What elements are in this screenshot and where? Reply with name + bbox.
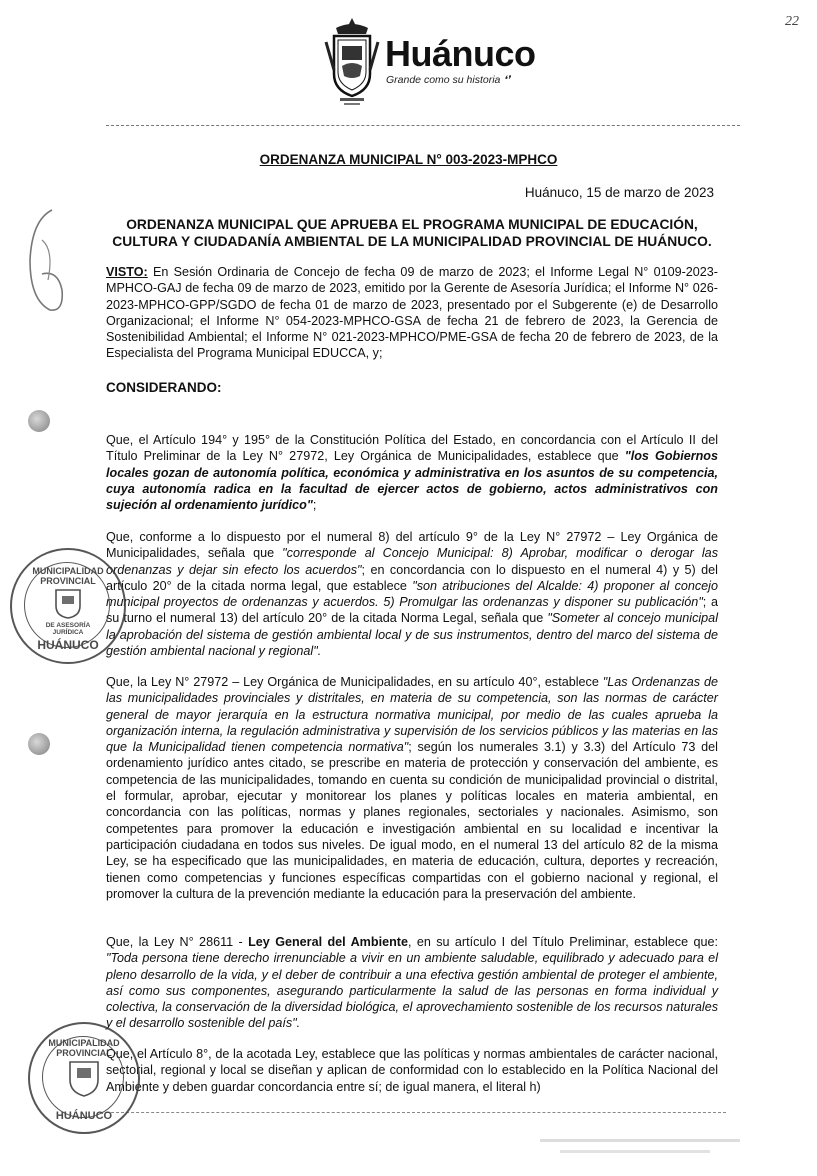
stamp-top-text: MUNICIPALIDAD PROVINCIAL bbox=[48, 1038, 120, 1058]
coat-of-arms-icon bbox=[322, 16, 382, 108]
slogan-text: Grande como su historia bbox=[386, 74, 501, 86]
considerando-paragraph-3 bbox=[106, 674, 718, 902]
punch-hole bbox=[28, 410, 50, 432]
p2-text: Que, conforme a lo dispuesto por el numeral 8) del artículo 9° de la Ley N° 27972 – Ley Orgánica de Municipalidades, señala que bbox=[106, 530, 718, 561]
considerando-paragraph-1 bbox=[106, 432, 718, 513]
document-number: ORDENANZA MUNICIPAL N° 003-2023-MPHCO bbox=[259, 152, 558, 167]
considerando-paragraph-5 bbox=[106, 1046, 718, 1095]
p3-quote: "Las Ordenanzas de las municipalidades provinciales y distritales, en materia de su competencia, son las normas de carácter general de mayor jerarquía en la estructura normativa municipal, por medio de las cuales aprueba la organización interna, la regulación administrativa y supervisión de los servicios públicos y las materias en las que la Municipalidad tienen competencia normativa" bbox=[106, 675, 718, 755]
visto-paragraph bbox=[106, 264, 718, 362]
p2-text-3: ; a su turno el numeral 13) del artículo 20° de la citada Norma Legal, señala que bbox=[106, 595, 718, 626]
p2-text-2: ; en concordancia con lo dispuesto en el numeral 4) y 5) del artículo 20° de la citada norma legal, que establece bbox=[106, 562, 718, 593]
municipality-stamp bbox=[28, 1022, 140, 1134]
brand-name: Huánuco bbox=[385, 33, 536, 74]
p2-quote-1: "corresponde al Concejo Municipal: 8) Aprobar, modificar o derogar las ordenanzas y dejar sin efecto los acuerdos" bbox=[106, 546, 718, 577]
considerando-heading: CONSIDERANDO: bbox=[106, 380, 222, 395]
handwritten-mark-icon bbox=[12, 200, 72, 320]
p4-text-2: , en su artículo I del Título Preliminar, establece que: bbox=[407, 935, 718, 949]
considerando-paragraph-4 bbox=[106, 934, 718, 1032]
title-line-1: ORDENANZA MUNICIPAL QUE APRUEBA EL PROGRAMA MUNICIPAL DE EDUCACIÓN, bbox=[126, 217, 698, 232]
considerando-paragraph-2 bbox=[106, 529, 718, 659]
legal-office-stamp bbox=[10, 548, 126, 664]
p3-text-2: ; según los numerales 3.1) y 3.3) del Artículo 73 del ordenamiento jurídico antes citado, se prescribe en materia de protección y conservación del ambiente, es competencia de las municipalidades, tomando en cuenta su condición de municipalidad provincial o distrital, el formular, aprobar, ejecutar y monitorear los planes y políticas locales en materia ambiental, en concordancia con las políticas, normas y planes regionales, sectoriales y nacionales. Asimismo, son competentes para promover la educación e investigación ambiental en su localidad e incentivar la participación ciudadana en todos sus niveles. De igual modo, en el numeral 13 del artículo 82 de la misma Ley, se ha especificado que las municipalidades, en materia de educación, cultura, deportes y recreación, tienen como competencias y funciones específicas compartidas con el gobierno nacional y regional, el promover la cultura de la prevención mediante la educación para la preservación del ambiente. bbox=[106, 740, 718, 901]
document-title bbox=[106, 216, 718, 250]
visto-text: En Sesión Ordinaria de Concejo de fecha 09 de marzo de 2023; el Informe Legal N° 0109-2023-MPHCO-GAJ de fecha 09 de marzo de 2023, emitido por la Gerente de Asesoría Jurídica; el Informe N° 026-2023-MPHCO-GPP/SGDO de fecha 01 de marzo de 2023, presentado por el Subgerente (e) de Desarrollo Organizacional; el Informe N° 054-2023-MPHCO-GSA de fecha 21 de febrero de 2023, la Gerencia de Sostenibilidad Ambiental; el Informe N° 021-2023-MPHCO/PME-GSA de fecha 20 de febrero de 2023, de la Especialista del Programa Municipal EDUCCA, y; bbox=[106, 265, 718, 361]
footer-faint-text bbox=[540, 1135, 740, 1153]
stamp-inner-text: DE ASESORÍA JURÍDICA bbox=[45, 622, 91, 636]
punch-hole bbox=[28, 733, 50, 755]
p2-quote-2: "son atribuciones del Alcalde: 4) proponer al concejo municipal proyectos de ordenanzas y acuerdos. 5) Promulgar las ordenanzas y disponer su publicación" bbox=[106, 578, 718, 610]
p4-quote: "Toda persona tiene derecho irrenunciable a vivir en un ambiente saludable, equilibrado y adecuado para el pleno desarrollo de la vida, y el deber de contribuir a una efectiva gestión ambiental de proteger el ambiente, así como sus componentes, asegurando particularmente la salud de las personas en forma individual y colectiva, la conservación de la diversidad biológica, el aprovechamiento sostenible de los recursos naturales y el desarrollo sostenible del país". bbox=[106, 951, 718, 1031]
document-date: Huánuco, 15 de marzo de 2023 bbox=[524, 185, 714, 200]
visto-label: VISTO: bbox=[106, 265, 148, 279]
p5-text: Que, el Artículo 8°, de la acotada Ley, establece que las políticas y normas ambientales de carácter nacional, sectorial, regional y local se diseñan y aplican de conformidad con lo establecido en la Política Nacional del Ambiente y deben guardar concordancia entre sí; de igual manera, el literal h) bbox=[106, 1047, 718, 1094]
stamp-emblem-icon bbox=[50, 586, 86, 620]
p4-law-name: Ley General del Ambiente bbox=[248, 935, 408, 949]
brand-slogan bbox=[386, 74, 510, 86]
page-number-mark: 22 bbox=[785, 14, 799, 29]
stamp-emblem-icon bbox=[64, 1058, 104, 1098]
stamp-bottom-text: HUÁNUCO bbox=[37, 638, 99, 652]
p4-text: Que, la Ley N° 28611 - bbox=[106, 935, 249, 949]
p2-quote-3: "Someter al concejo municipal la aprobación del sistema de gestión ambiental local y de sus instrumentos, dentro del marco del sistema de gestión ambiental nacional y regional". bbox=[106, 611, 718, 659]
stamp-top-text: MUNICIPALIDAD PROVINCIAL bbox=[32, 566, 104, 586]
p1-text: Que, el Artículo 194° y 195° de la Constitución Política del Estado, en concordancia con el Artículo II del Título Preliminar de la Ley N° 27972, Ley Orgánica de Municipalidades, establece que bbox=[106, 433, 718, 464]
p3-text: Que, la Ley N° 27972 – Ley Orgánica de Municipalidades, en su artículo 40°, establece bbox=[106, 675, 603, 689]
stamp-bottom-text: HUÁNUCO bbox=[55, 1110, 113, 1122]
p1-end: ; bbox=[312, 498, 317, 513]
p1-quote: "los Gobiernos locales gozan de autonomía política, económica y administrativa en los asuntos de su competencia, cuya autonomía radica en la facultad de ejercer actos de gobierno, actos administrativos con sujeción al ordenamiento jurídico" bbox=[106, 449, 719, 513]
footer-divider bbox=[106, 1112, 726, 1113]
drop-icon: ❛❜ bbox=[503, 74, 511, 86]
title-line-2: CULTURA Y CIUDADANÍA AMBIENTAL DE LA MUNICIPALIDAD PROVINCIAL DE HUÁNUCO. bbox=[112, 234, 712, 249]
header-divider bbox=[106, 125, 740, 126]
